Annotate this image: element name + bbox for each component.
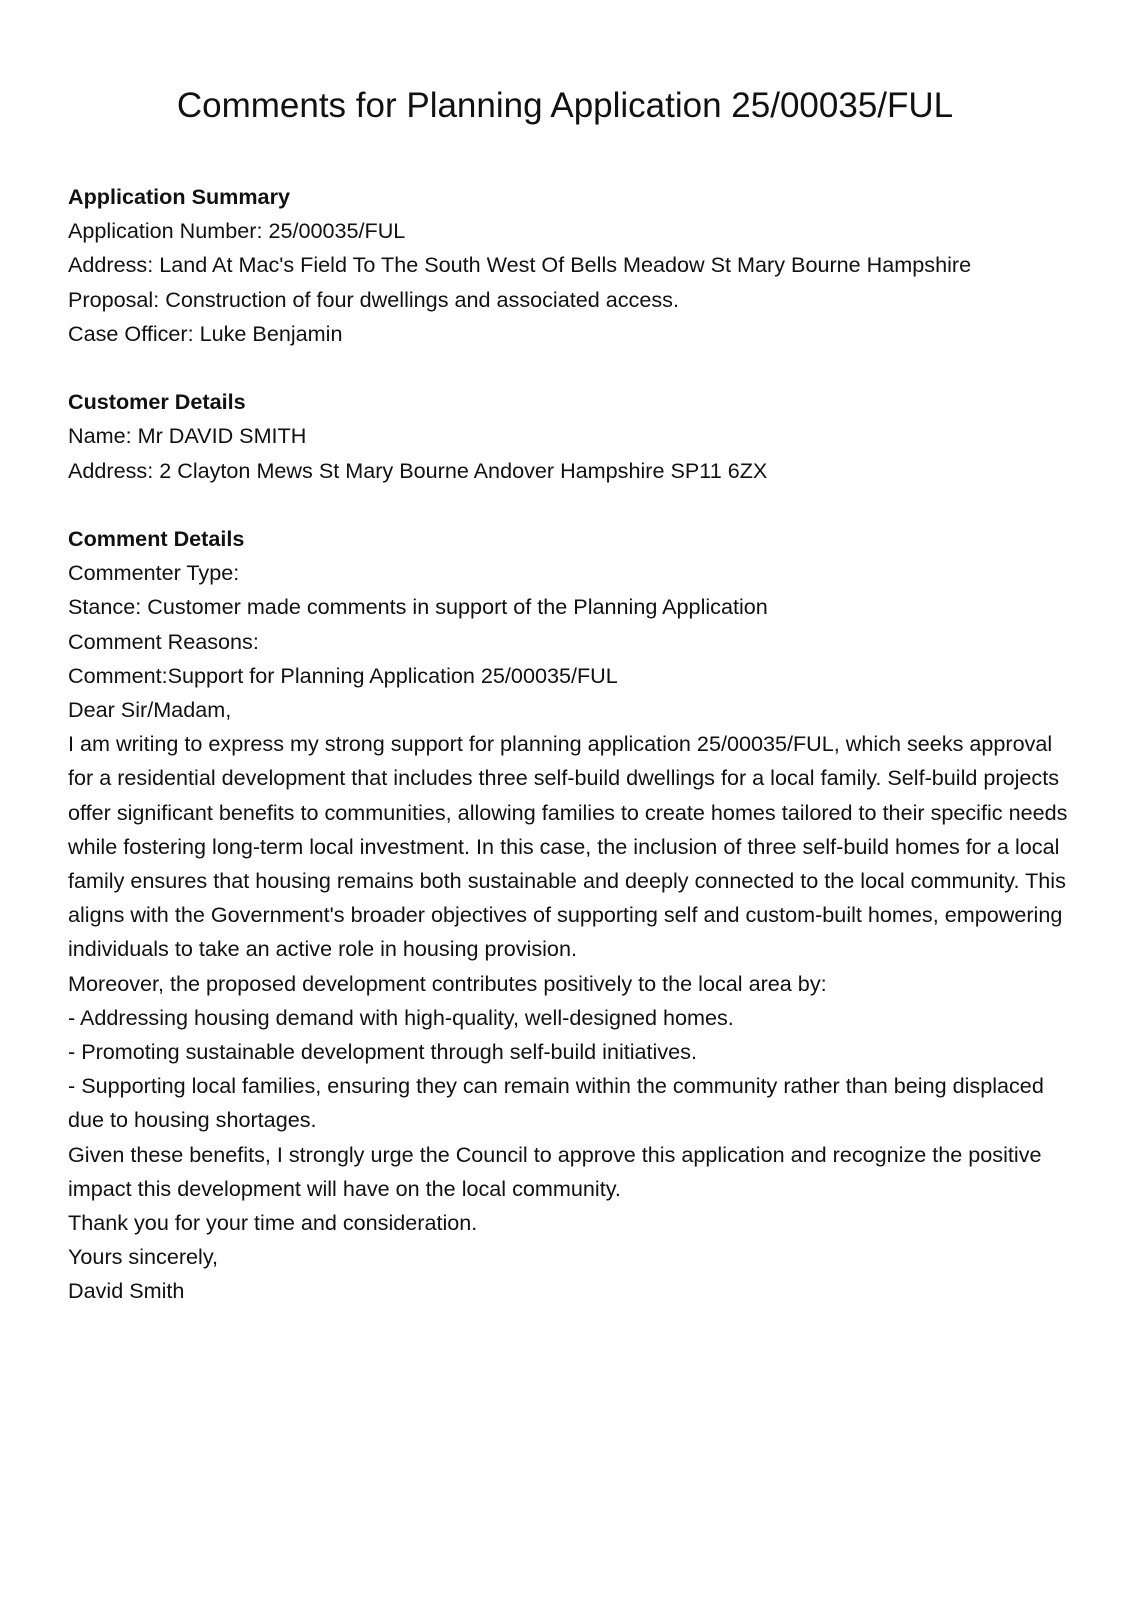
comment-paragraph-1: I am writing to express my strong support for planning application 25/00035/FUL, which seeks approval for a residential development that includes three self-build dwellings for a local family. Self-build projects offer significant benefits to communities, allowing families to create homes tailored to their specific needs while fostering long-term local investment. In this case, the inclusion of three self-build homes for a local family ensures that housing remains both sustainable and deeply connected to the local community. This aligns with the Government's broader objectives of supporting self and custom-built homes, empowering individuals to take an active role in housing provision. <box>68 731 1068 962</box>
document-body <box>68 180 1078 1309</box>
customer-details-heading: Customer Details <box>68 389 246 415</box>
case-officer: Case Officer: Luke Benjamin <box>68 320 343 346</box>
comment-details-section <box>68 522 1078 1309</box>
application-summary-heading: Application Summary <box>68 184 290 209</box>
application-summary-section <box>68 180 1078 351</box>
application-number: Application Number: 25/00035/FUL <box>68 218 406 244</box>
stance: Stance: Customer made comments in support of the Planning Application <box>68 594 768 620</box>
comment-details-heading: Comment Details <box>68 526 245 551</box>
section-spacer <box>68 488 1078 522</box>
comment-paragraph-2: Moreover, the proposed development contributes positively to the local area by: <box>68 970 827 996</box>
closing-line: Yours sincerely, <box>68 1244 219 1270</box>
bullet-item-2: - Promoting sustainable development through self-build initiatives. <box>68 1039 697 1065</box>
comment-reasons: Comment Reasons: <box>68 628 259 654</box>
section-spacer <box>68 351 1078 385</box>
salutation: Dear Sir/Madam, <box>68 697 232 723</box>
thanks-line: Thank you for your time and consideration. <box>68 1210 478 1236</box>
comment-subject: Comment:Support for Planning Application 25/00035/FUL <box>68 662 618 688</box>
proposal: Proposal: Construction of four dwellings and associated access. <box>68 286 679 312</box>
signature-name: David Smith <box>68 1278 185 1304</box>
customer-address: Address: 2 Clayton Mews St Mary Bourne Andover Hampshire SP11 6ZX <box>68 457 768 483</box>
site-address: Address: Land At Mac's Field To The South West Of Bells Meadow St Mary Bourne Hampshire <box>68 252 972 278</box>
comment-paragraph-3: Given these benefits, I strongly urge the Council to approve this application and recognize the positive impact this development will have on the local community. <box>68 1141 1042 1201</box>
page-title: Comments for Planning Application 25/00035/FUL <box>176 86 954 125</box>
bullet-item-1: - Addressing housing demand with high-quality, well-designed homes. <box>68 1004 734 1030</box>
bullet-item-3: - Supporting local families, ensuring they can remain within the community rather than being displaced due to housing shortages. <box>68 1073 1044 1133</box>
customer-name: Name: Mr DAVID SMITH <box>68 423 307 449</box>
commenter-type: Commenter Type: <box>68 560 240 586</box>
customer-details-section <box>68 385 1078 488</box>
